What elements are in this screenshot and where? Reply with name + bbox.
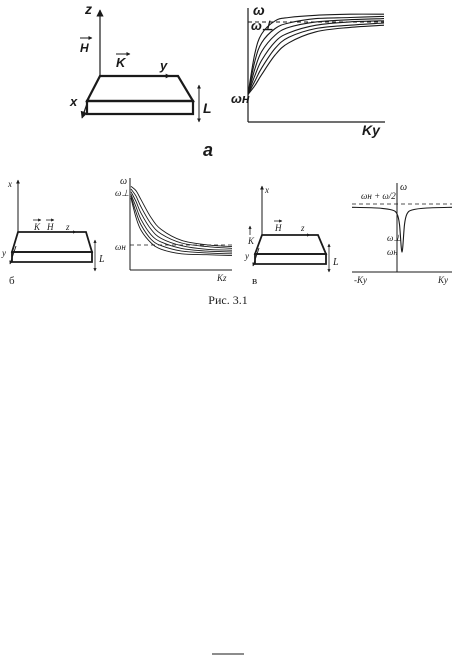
thickness-label-c: L (333, 257, 339, 268)
plot-b-y-label: ω (120, 176, 128, 187)
slab-top-face (87, 76, 193, 101)
panel-b-geometry (1, 179, 105, 287)
dispersion-curve-1 (352, 207, 452, 252)
axis-x-label: x (70, 94, 78, 109)
plot-b-upper-level-label: ω⊥ (115, 188, 130, 198)
panel-c-plot (352, 182, 452, 285)
panel-a-plot (203, 2, 385, 160)
field-label: H (80, 41, 89, 55)
axis-z-label: z (85, 1, 92, 17)
plot-c-lower-level-label: ωн (387, 247, 398, 257)
field-label-c: H (275, 223, 282, 233)
panel-b-letter: б (9, 275, 15, 287)
dispersion-curve-6 (248, 25, 384, 94)
slab-top-face-c (255, 235, 326, 254)
dispersion-curve-6 (131, 198, 232, 256)
field-label-b: H (47, 222, 54, 232)
axis-z-label-c: z (301, 223, 305, 233)
panel-b-plot (115, 176, 232, 283)
wavevector-label-c: K (248, 236, 255, 246)
plot-c-upper-level-label: ω⊥ (387, 233, 402, 243)
dispersion-curve-2 (131, 189, 232, 248)
axis-z-label-b: z (66, 222, 70, 232)
axis-y-label: y (160, 58, 168, 73)
plot-a-lower-level-label: ωн (231, 91, 250, 106)
plot-a-x-label: Ky (362, 122, 380, 138)
thickness-label-b: L (99, 254, 105, 265)
wavevector-label-b: K (34, 222, 41, 232)
axis-y-label-c: y (245, 251, 249, 261)
plot-b-lower-level-label: ωн (115, 242, 126, 252)
panel-c-letter: в (252, 275, 258, 287)
thickness-label: L (203, 100, 212, 116)
panel-c-geometry (244, 185, 339, 287)
plot-c-x-pos-label: Ky (438, 275, 448, 285)
plot-c-top-level-label: ωн + ω/2 (361, 191, 396, 201)
slab-top-face-b (12, 232, 92, 252)
plot-c-x-neg-label: -Ky (354, 275, 367, 285)
slab-front-face (87, 101, 193, 114)
panel-a-geometry (69, 1, 212, 122)
plot-c-y-label: ω (400, 182, 408, 193)
figure-caption: Рис. 3.1 (208, 293, 248, 307)
axis-x-label-b: x (8, 179, 12, 189)
dispersion-curve-3 (131, 192, 232, 251)
plot-c-curves (352, 207, 452, 252)
plot-a-upper-level-label: ω⊥ (251, 18, 274, 33)
axis-y-label-b: y (2, 248, 6, 258)
wavevector-label: K (116, 55, 126, 70)
slab-front-face-b (12, 252, 92, 262)
plot-a-y-label: ω (253, 2, 265, 18)
plot-b-x-label: Kz (217, 273, 227, 283)
slab-front-face-c (255, 254, 326, 264)
plot-a-curves (248, 14, 384, 94)
panel-a-letter: а (203, 140, 214, 160)
axis-x-label-c: x (265, 185, 269, 195)
